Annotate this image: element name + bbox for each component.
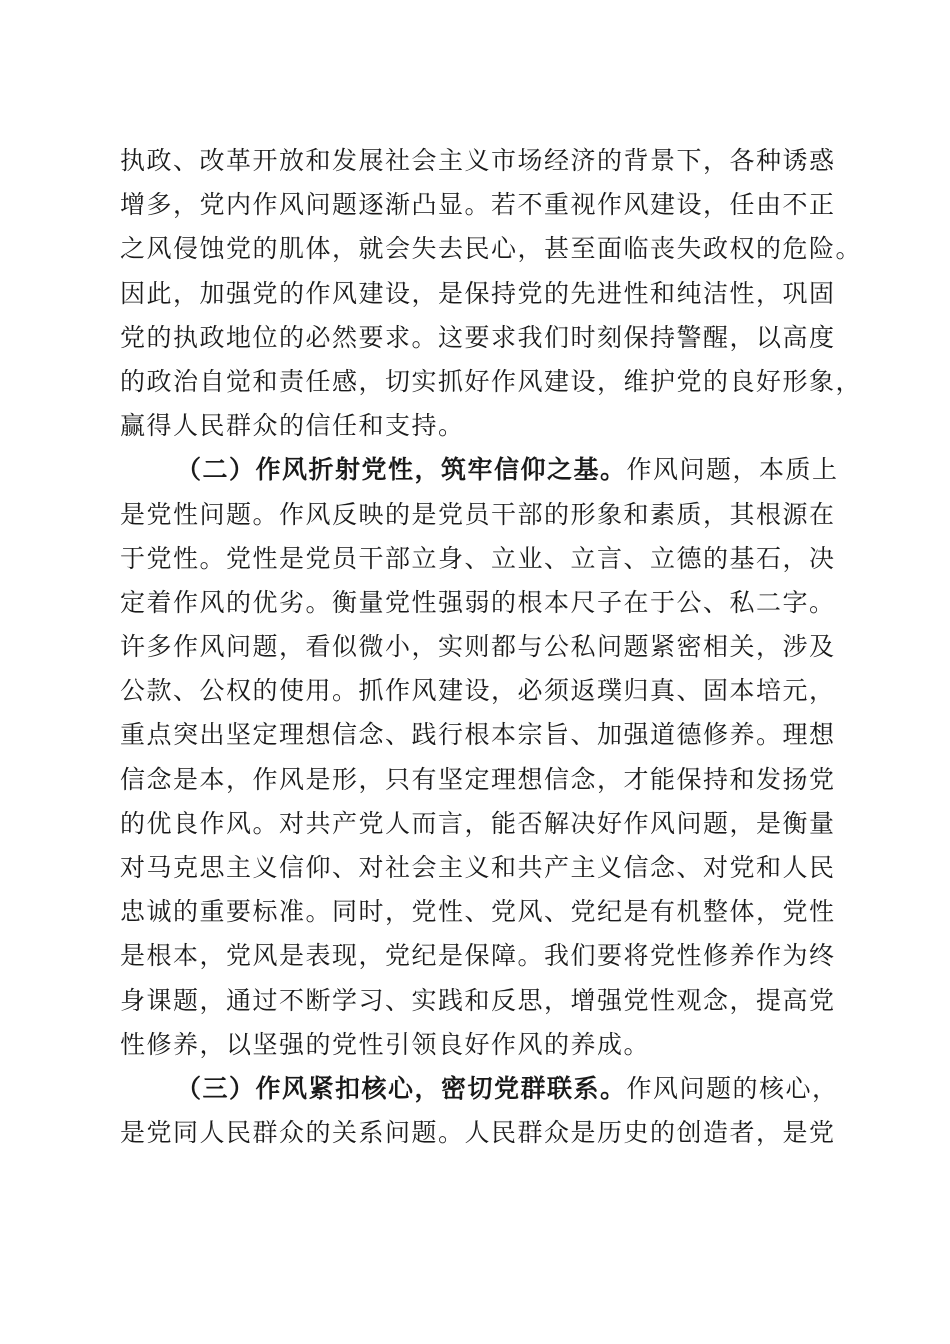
text-line: 是党性问题。作风反映的是党员干部的形象和素质，其根源在: [120, 499, 836, 529]
text-run: 作风问题，本质上: [626, 455, 839, 485]
text-line: 公款、公权的使用。抓作风建设，必须返璞归真、固本培元，: [120, 676, 836, 706]
text-line: 赢得人民群众的信任和支持。: [120, 411, 465, 441]
text-run: 作风问题的核心，: [626, 1073, 839, 1103]
document-body: [120, 139, 863, 1155]
text-line: 增多，党内作风问题逐渐凸显。若不重视作风建设，任由不正: [120, 190, 836, 220]
text-line: 重点突出坚定理想信念、践行根本宗旨、加强道德修养。理想: [120, 720, 836, 750]
text-line: 之风侵蚀党的肌体，就会失去民心，甚至面临丧失政权的危险。: [120, 234, 863, 264]
paragraph-first-line: [120, 1067, 840, 1111]
text-line: 信念是本，作风是形，只有坚定理想信念，才能保持和发扬党: [120, 764, 836, 794]
text-line: 忠诚的重要标准。同时，党性、党风、党纪是有机整体，党性: [120, 897, 836, 927]
text-line: 党的执政地位的必然要求。这要求我们时刻保持警醒，以高度: [120, 322, 836, 352]
text-line: 身课题，通过不断学习、实践和反思，增强党性观念，提高党: [120, 985, 836, 1015]
paragraph-first-line: [120, 448, 840, 492]
text-line: 对马克思主义信仰、对社会主义和共产主义信念、对党和人民: [120, 853, 836, 882]
text-line: 的政治自觉和责任感，切实抓好作风建设，维护党的良好形象，: [120, 366, 863, 396]
text-line: 的优良作风。对共产党人而言，能否解决好作风问题，是衡量: [120, 808, 836, 838]
text-line: 定着作风的优劣。衡量党性强弱的根本尺子在于公、私二字。: [120, 587, 836, 617]
text-line: 因此，加强党的作风建设，是保持党的先进性和纯洁性，巩固: [120, 278, 836, 308]
text-line: 是根本，党风是表现，党纪是保障。我们要将党性修养作为终: [120, 941, 836, 971]
text-line: 执政、改革开放和发展社会主义市场经济的背景下，各种诱惑: [120, 146, 836, 175]
section-heading-2: （二）作风折射党性，筑牢信仰之基。: [176, 455, 627, 485]
text-line: 性修养，以坚强的党性引领良好作风的养成。: [120, 1029, 651, 1059]
text-line: 许多作风问题，看似微小，实则都与公私问题紧密相关，涉及: [120, 632, 836, 662]
section-heading-3: （三）作风紧扣核心，密切党群联系。: [176, 1073, 627, 1103]
text-line: 是党同人民群众的关系问题。人民群众是历史的创造者，是党: [120, 1118, 836, 1148]
text-line: 于党性。党性是党员干部立身、立业、立言、立德的基石，决: [120, 543, 836, 573]
